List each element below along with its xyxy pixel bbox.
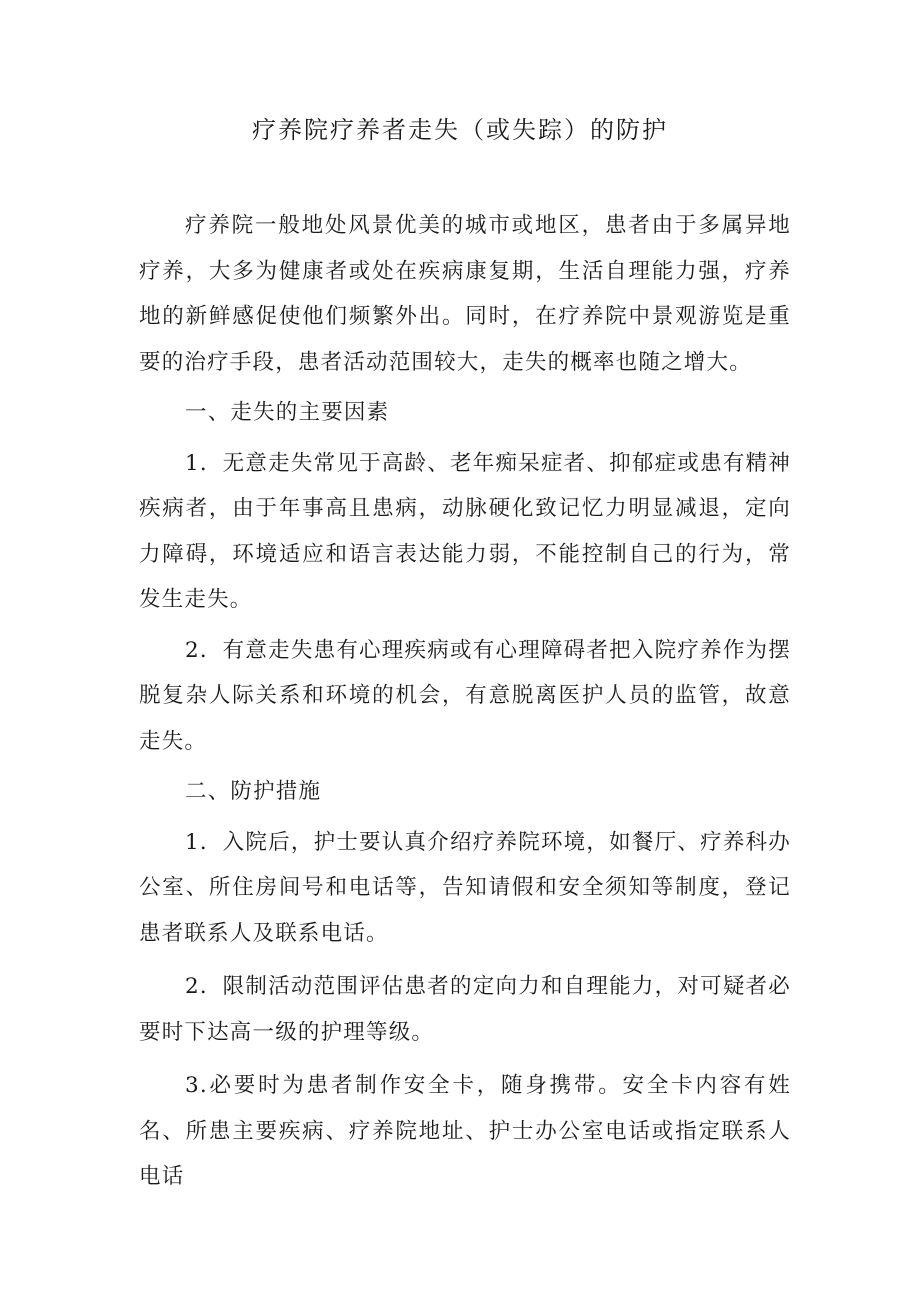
factor-item-2: 2．有意走失患有心理疾病或有心理障碍者把入院疗养作为摆脱复杂人际关系和环境的机会，有意脱离医护人员的监管，故意走失。 [139,637,791,754]
factor-item-1: 1．无意走失常见于高龄、老年痴呆症者、抑郁症或患有精神疾病者，由于年事高且患病，动脉硬化致记忆力明显减退，定向力障碍，环境适应和语言表达能力弱，不能控制自己的行为，常发生走失。 [139,450,791,612]
intro-paragraph: 疗养院一般地处风景优美的城市或地区，患者由于多属异地疗养，大多为健康者或处在疾病康复期，生活自理能力强，疗养地的新鲜感促使他们频繁外出。同时，在疗养院中景观游览是重要的治疗手段，患者活动范围较大，走失的概率也随之增大。 [139,213,791,375]
section-heading-factors: 一、走失的主要因素 [185,400,390,425]
measure-item-1: 1．入院后，护士要认真介绍疗养院环境，如餐厅、疗养科办公室、所住房间号和电话等，告知请假和安全须知等制度，登记患者联系人及联系电话。 [139,829,791,946]
measure-item-2: 2．限制活动范围评估患者的定向力和自理能力，对可疑者必要时下达高一级的护理等级。 [139,974,791,1045]
section-heading-measures: 二、防护措施 [185,779,322,804]
document-body [139,203,791,1200]
measure-item-3: 3.必要时为患者制作安全卡，随身携带。安全卡内容有姓名、所患主要疾病、疗养院地址、护士办公室电话或指定联系人电话 [139,1073,791,1189]
document-title: 疗养院疗养者走失（或失踪）的防护 [252,116,668,144]
